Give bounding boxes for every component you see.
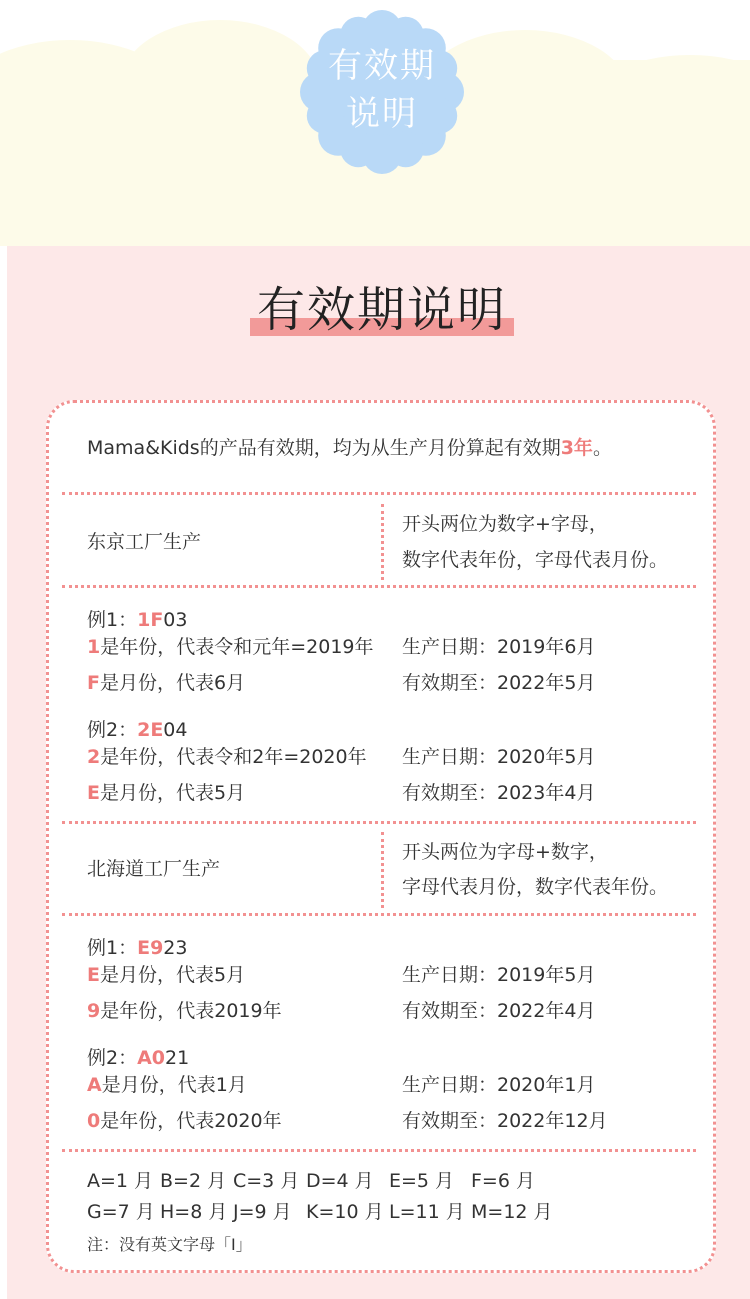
example-line-highlight: 2 (87, 746, 101, 768)
month-code-note: 注：没有英文字母「I」 (87, 1235, 252, 1254)
divider (62, 913, 696, 916)
badge-text (298, 42, 466, 138)
intro-text (87, 435, 612, 461)
example-code-highlight: 1F (137, 609, 164, 631)
example-line-text: 是年份，代表令和2年=2020年 (100, 746, 367, 768)
month-code: E=5 月 (389, 1170, 455, 1192)
hokkaido-example-2-exp: 有效期至：2022年12月 (402, 1110, 608, 1132)
tokyo-label: 东京工厂生产 (87, 531, 202, 553)
tokyo-example-1-line-1 (87, 634, 374, 660)
example-title-prefix: 例1： (87, 937, 138, 959)
example-line-highlight: E (87, 964, 100, 986)
divider (62, 585, 696, 588)
example-line-highlight: F (87, 672, 100, 694)
hokkaido-example-2-mfg: 生产日期：2020年1月 (402, 1074, 596, 1096)
hokkaido-rule-line-1: 开头两位为字母+数字， (402, 841, 608, 863)
example-code-rest: 04 (163, 719, 188, 741)
example-line-text: 是月份，代表1月 (101, 1074, 247, 1096)
hokkaido-label: 北海道工厂生产 (87, 858, 221, 880)
divider (62, 492, 696, 495)
tokyo-example-2-title (87, 717, 187, 743)
month-code: J=9 月 (233, 1201, 292, 1223)
month-code: C=3 月 (233, 1170, 300, 1192)
tokyo-rule-line-1: 开头两位为数字+字母， (402, 513, 608, 535)
month-code: G=7 月 (87, 1201, 155, 1223)
hokkaido-example-2-title (87, 1045, 189, 1071)
tokyo-example-2-line-2 (87, 780, 245, 806)
column-divider (381, 832, 384, 908)
month-code: F=6 月 (471, 1170, 535, 1192)
example-line-text: 是月份，代表6月 (99, 672, 246, 694)
example-line-highlight: 0 (87, 1110, 101, 1132)
tokyo-example-1-line-2 (87, 670, 245, 696)
tokyo-example-1-title (87, 607, 187, 633)
example-line-text: 是年份，代表2020年 (100, 1110, 282, 1132)
badge-line-2: 说明 (346, 94, 418, 134)
month-code: L=11 月 (389, 1201, 465, 1223)
column-divider (381, 504, 384, 580)
month-code: D=4 月 (306, 1170, 374, 1192)
month-code: K=10 月 (306, 1201, 384, 1223)
divider (62, 1149, 696, 1152)
month-code: B=2 月 (160, 1170, 227, 1192)
tokyo-example-1-mfg: 生产日期：2019年6月 (402, 636, 596, 658)
month-code: A=1 月 (87, 1170, 154, 1192)
hokkaido-example-1-line-2 (87, 998, 282, 1024)
tokyo-rule-line-2: 数字代表年份，字母代表月份。 (402, 549, 669, 571)
month-code: H=8 月 (160, 1201, 228, 1223)
intro-prefix: Mama&Kids的产品有效期，均为从生产月份算起有效期 (87, 437, 561, 459)
example-code-rest: 23 (163, 937, 188, 959)
tokyo-example-2-line-1 (87, 744, 367, 770)
example-line-text: 是月份，代表5月 (99, 964, 246, 986)
example-code-highlight: 2E (137, 719, 164, 741)
divider (62, 821, 696, 824)
intro-highlight: 3年 (560, 437, 593, 459)
example-code-highlight: E9 (137, 937, 164, 959)
tokyo-example-1-exp: 有效期至：2022年5月 (402, 672, 596, 694)
scalloped-badge (298, 8, 466, 176)
tokyo-example-2-mfg: 生产日期：2020年5月 (402, 746, 596, 768)
hokkaido-example-1-line-1 (87, 962, 245, 988)
example-line-highlight: 9 (87, 1000, 101, 1022)
example-title-prefix: 例2： (87, 719, 138, 741)
hokkaido-example-2-line-2 (87, 1108, 282, 1134)
intro-suffix: 。 (592, 437, 612, 459)
hokkaido-example-1-title (87, 935, 187, 961)
cloud-header (0, 0, 750, 246)
tokyo-example-2-exp: 有效期至：2023年4月 (402, 782, 596, 804)
example-line-highlight: E (87, 782, 100, 804)
example-line-text: 是年份，代表令和元年=2019年 (100, 636, 374, 658)
example-line-highlight: A (87, 1074, 102, 1096)
example-line-highlight: 1 (87, 636, 101, 658)
hokkaido-example-1-mfg: 生产日期：2019年5月 (402, 964, 596, 986)
example-code-rest: 21 (165, 1047, 190, 1069)
hokkaido-rule-line-2: 字母代表月份，数字代表年份。 (402, 876, 669, 898)
month-code: M=12 月 (471, 1201, 553, 1223)
example-line-text: 是年份，代表2019年 (100, 1000, 282, 1022)
example-title-prefix: 例1： (87, 609, 138, 631)
hokkaido-example-2-line-1 (87, 1072, 247, 1098)
badge-line-1: 有效期 (328, 46, 436, 86)
example-code-highlight: A0 (137, 1047, 166, 1069)
example-title-prefix: 例2： (87, 1047, 138, 1069)
hokkaido-example-1-exp: 有效期至：2022年4月 (402, 1000, 596, 1022)
section-title: 有效期说明 (256, 282, 507, 338)
example-code-rest: 03 (163, 609, 188, 631)
example-line-text: 是月份，代表5月 (99, 782, 246, 804)
